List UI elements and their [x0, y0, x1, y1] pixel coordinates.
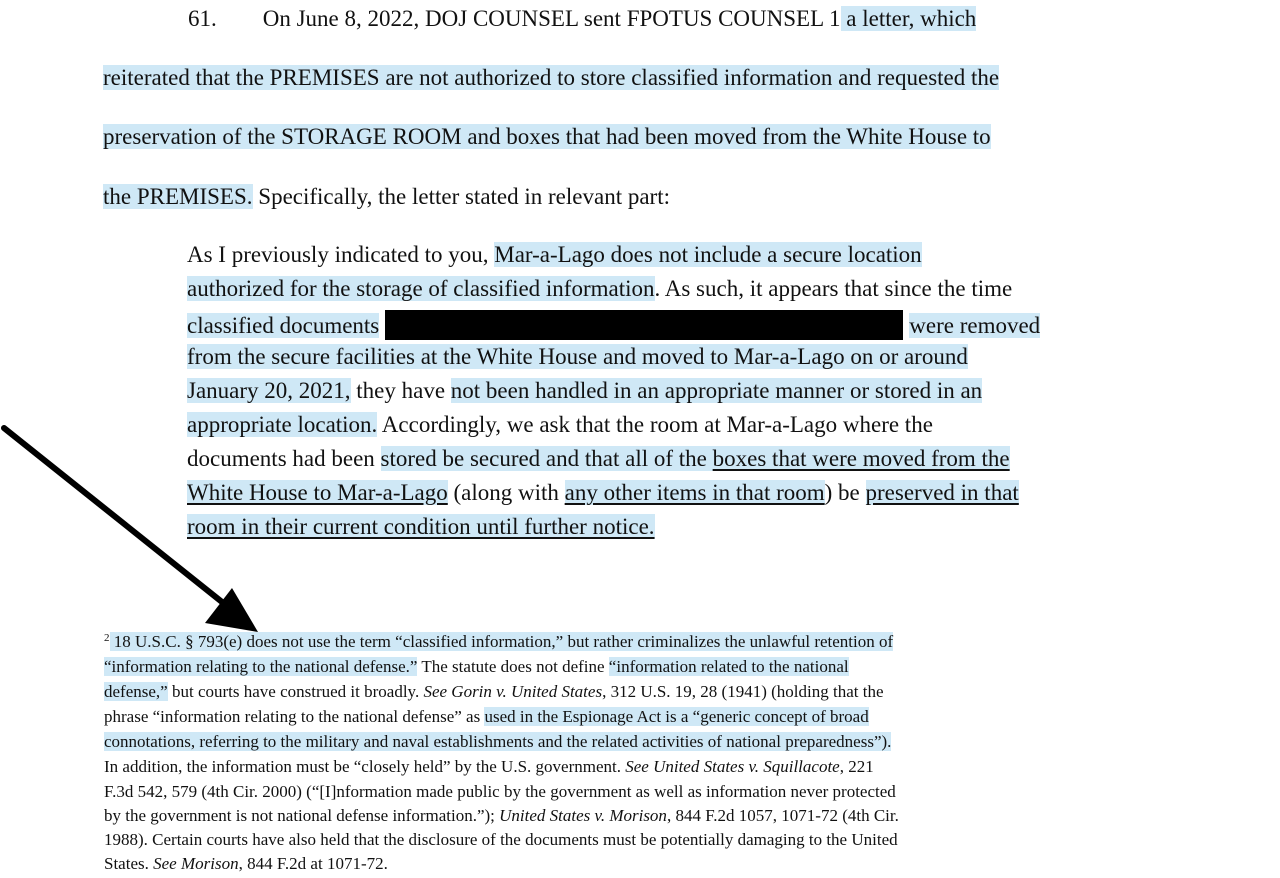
quote-line-3: classified documents were removed: [187, 310, 1040, 340]
redaction-block: [385, 310, 903, 340]
footnote-line-2: “information relating to the national defense.” The statute does not define “information related to the national: [104, 657, 849, 676]
footnote-line-1: $^2$ 18 U.S.C. § 793(e) does not use the term “classified information,” but rather criminalizes the unlawful retention of: [104, 632, 894, 651]
paragraph-line-3: preservation of the STORAGE ROOM and boxes that had been moved from the White House to: [103, 124, 991, 149]
footnote-line-10: States. See Morison, 844 F.2d at 1071-72.: [104, 854, 388, 873]
quote-line-5: January 20, 2021, they have not been handled in an appropriate manner or stored in an: [187, 378, 983, 403]
pointing-arrow-icon: [0, 420, 270, 635]
footnote-line-6: In addition, the information must be “closely held” by the U.S. government. See United States v. Squillacote, 221: [104, 757, 874, 776]
footnote-line-4: phrase “information relating to the national defense” as used in the Espionage Act is a “generic concept of broad: [104, 707, 869, 726]
footnote-marker: 2: [104, 632, 110, 644]
footnote-line-7: F.3d 542, 579 (4th Cir. 2000) (“[I]nformation made public by the government as well as information never protected: [104, 782, 896, 801]
paragraph-line-2: reiterated that the PREMISES are not authorized to store classified information and requested the: [103, 65, 1000, 90]
footnote-line-3: defense,” but courts have construed it broadly. See Gorin v. United States, 312 U.S. 19, 28 (1941) (holding that the: [104, 682, 884, 701]
quote-line-2: authorized for the storage of classified information. As such, it appears that since the time: [187, 276, 1013, 301]
footnote-line-5: connotations, referring to the military and naval establishments and the related activities of national preparedness”).: [104, 732, 892, 751]
paragraph-line-1: 61. On June 8, 2022, DOJ COUNSEL sent FPOTUS COUNSEL 1 a letter, which: [188, 6, 977, 31]
quote-line-7: documents had been stored be secured and that all of the boxes that were moved from the: [187, 446, 1010, 471]
quote-line-6: appropriate location. Accordingly, we ask that the room at Mar-a-Lago where the: [187, 412, 933, 437]
quote-line-4: from the secure facilities at the White House and moved to Mar-a-Lago on or around: [187, 344, 968, 369]
quote-line-8: White House to Mar-a-Lago (along with any other items in that room) be preserved in that: [187, 480, 1019, 505]
quote-line-9: room in their current condition until further notice.: [187, 514, 655, 539]
footnote-line-8: by the government is not national defense information.”); United States v. Morison, 844 F.2d 1057, 1071-72 (4th Cir.: [104, 806, 899, 825]
paragraph-number: 61.: [188, 6, 217, 31]
footnote-line-9: 1988). Certain courts have also held that the disclosure of the documents must be potentially damaging to the United: [104, 830, 898, 849]
quote-line-1: As I previously indicated to you, Mar-a-Lago does not include a secure location: [187, 242, 922, 267]
paragraph-line-4: the PREMISES. Specifically, the letter stated in relevant part:: [103, 184, 670, 209]
